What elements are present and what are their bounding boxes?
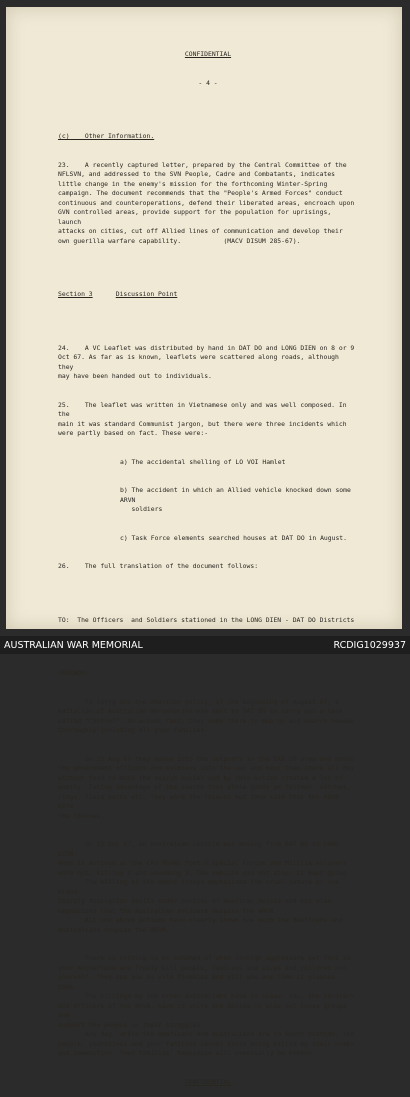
archive-name: AUSTRALIAN WAR MEMORIAL [4,639,143,651]
section-3-title: Discussion Point [115,290,178,298]
incident-c: c) Task Force elements searched houses at DAT DO in August. [120,533,348,542]
section-3-label: Section 3 [58,290,93,298]
incident-a: a) The accidental shelling of LO VOI Hamlet [120,457,286,466]
paragraph-26: 26. The full translation of the document follows: [58,562,259,570]
incident-b: b) The accident in which an Allied vehicle knocked down some ARVN soldiers [120,486,351,513]
salutation: FRIENDS: [58,669,89,677]
translation-paragraph-1: To carry out the American policy, at the beginning of August 67, a battalion of Australian mercenaries was sent to DAT DO to carry out a task called "Control". In actual fact, they came there to mop up and search houses thoroughly including all your families. [58,697,355,734]
translation-paragraph-2: On 25 Aug 67 they moved into the outposts in the DAT DO area and moved the government officers and soldiers into the sun and kept them there all day without food to make the search easier and by this action created a lot of enmity. Taking advantage of the search they stole goods as follows: watches, rings, field packs etc. They were the thieves but they said that the ARVN were the thieves. [58,754,355,820]
section-c-heading: (c) Other Information. [58,132,155,140]
page-number: - 4 - [198,78,218,87]
archive-caption-bar [0,636,410,654]
record-id: RCDIG1029937 [333,639,406,651]
paragraph-24: 24. A VC Leaflet was distributed by hand in DAT DO and LONG DIEN on 8 or 9 Oct 67. As far as is known, leaflets were scattered along roads, although they may have been handed out to individuals. [58,343,355,380]
paragraph-23: 23. A recently captured letter, prepared by the Central Committee of the NFLSVN, and addressed to the SVN People, Cadre and Combatants, indicates little change in the enemy's mission for the forthcoming Winter-Spring campaign. The document recommends that the "People's Armed Forces" conduct continuous and counteroperations, defend their liberated areas, encroach upon GVN controlled areas, provide support for the population for uprisings, launch attacks on cities, cut off Allied lines of communication and develop their own guerilla warfare capability. (MACV DISUM 285-67). [58,160,355,245]
header-classification: CONFIDENTIAL [184,50,232,58]
paragraph-25: 25. The leaflet was written in Vietnamese only and was well composed. In the main it was standard Communist jargon, but there were three incidents which were partly based on fact. These were:- [58,400,347,437]
footer-classification: CONFIDENTIAL [184,1077,232,1086]
addressee-line: TO: The Officers and Soldiers stationed in the LONG DIEN - DAT DO Districts [58,615,355,624]
section-3-heading [58,290,358,300]
translation-paragraph-3: On 13 Sep 67, an Australian vehicle was moving from DAT DO to LONG DIEN. When it arrived at the CAU NGANG Post 5 Special Forces and Militia soldiers were hit, killing 2 and wounding 3. The vehicle did not stop, it kept going. The killing of the above troops emphasizes the cruel nature of the blood- thirsty Australian devils under control of American bosses and has also emphasized that the Australian soldiers despise the ARVN. All the above actions have clearly shown how much the Americans and Australians despise the ARVN. [58,840,351,934]
translation-paragraph-4: There is nothing to be ashamed of when foreign aggressors set foot in your motherland and freely kill people, families and wives and children and yourself. They see you as vile flunkies and kill you any time it pleases them. The killings by the cruel Australians have to cease. You, the soldiers and officers of the ARVN, have to unite and decide to wipe out those groups and support the people in their struggles. Any day, while the Americans and Australians are in South Vietnam, the people, yourselves and your families cannot avoid being killed by their bombs and ammunition. Your families' happiness will eventually be broken. [58,954,355,1057]
document-body [58,31,358,1097]
